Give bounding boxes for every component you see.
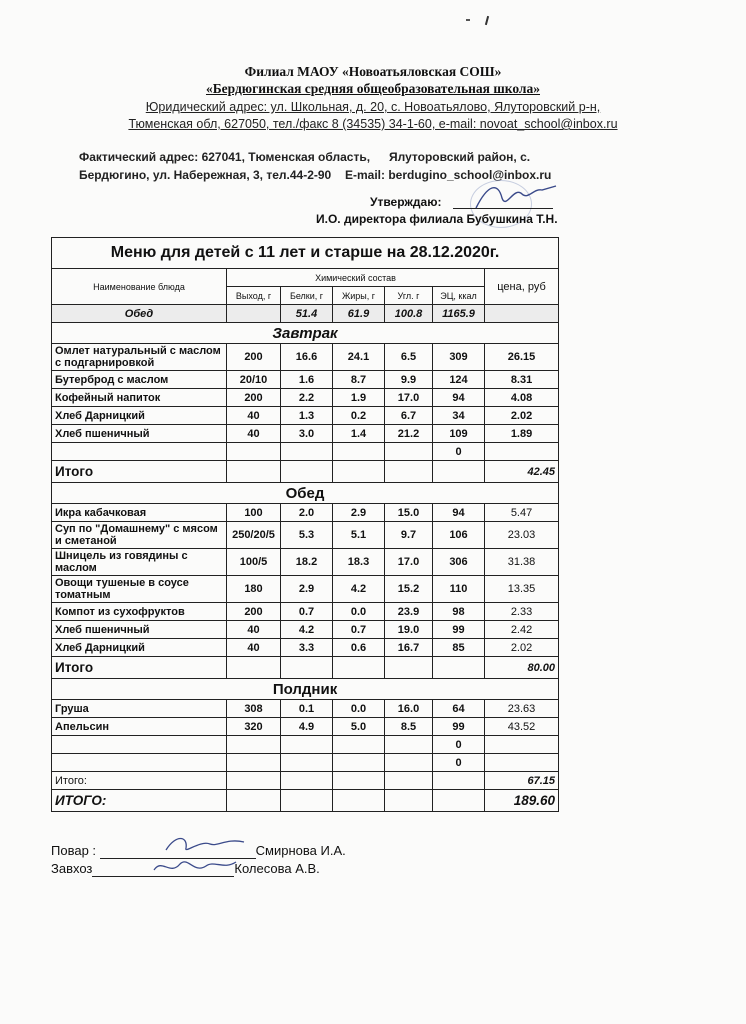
table-row: [52, 425, 559, 443]
dish-price: 8.31: [485, 371, 559, 389]
dish-energy: 94: [433, 504, 485, 522]
table-row: [52, 621, 559, 639]
dish-name: Овощи тушеные в соусе томатным: [52, 576, 227, 603]
col-energy-header: ЭЦ, ккал: [433, 287, 485, 305]
dish-fat: 5.1: [333, 522, 385, 549]
dish-name: Компот из сухофруктов: [52, 603, 227, 621]
dish-carb: 23.9: [385, 603, 433, 621]
section-snack: Полдник: [52, 679, 559, 700]
dish-price: 26.15: [485, 344, 559, 371]
dish-name: Икра кабачковая: [52, 504, 227, 522]
col-price-header: цена, руб: [485, 269, 559, 305]
dish-yield: 40: [227, 407, 281, 425]
col-carb-header: Угл. г: [385, 287, 433, 305]
dish-carb: 8.5: [385, 718, 433, 736]
summary-energy: 1165.9: [433, 305, 485, 323]
dish-energy: 34: [433, 407, 485, 425]
snack-total-price: 67.15: [485, 772, 559, 790]
dish-fat: 8.7: [333, 371, 385, 389]
table-row: [52, 344, 559, 371]
section-lunch: Обед: [52, 483, 559, 504]
table-row: [52, 549, 559, 576]
dish-yield: 200: [227, 344, 281, 371]
summary-label: Обед: [52, 305, 227, 323]
dish-protein: 0.1: [281, 700, 333, 718]
dish-yield: 200: [227, 389, 281, 407]
dish-name: Суп по "Домашнему" с мясом и сметаной: [52, 522, 227, 549]
table-row: [52, 718, 559, 736]
dish-price: 1.89: [485, 425, 559, 443]
dish-price: 43.52: [485, 718, 559, 736]
dish-fat: 0.0: [333, 700, 385, 718]
dish-energy: 94: [433, 389, 485, 407]
dish-price: 13.35: [485, 576, 559, 603]
dish-price: 2.02: [485, 407, 559, 425]
dish-fat: 4.2: [333, 576, 385, 603]
dish-protein: 4.9: [281, 718, 333, 736]
dish-name: Шницель из говядины с маслом: [52, 549, 227, 576]
dish-energy: 99: [433, 621, 485, 639]
dish-name: Хлеб пшеничный: [52, 621, 227, 639]
summary-fat: 61.9: [333, 305, 385, 323]
breakfast-total-label: Итого: [52, 461, 227, 483]
scan-mark: [466, 19, 470, 21]
grand-total-row: [52, 790, 559, 812]
dish-carb: 19.0: [385, 621, 433, 639]
keeper-label: Завхоз: [51, 861, 93, 876]
dish-name: Кофейный напиток: [52, 389, 227, 407]
menu-table: [51, 237, 559, 812]
approve-label: Утверждаю:: [370, 195, 442, 209]
org-name: Филиал МАОУ «Новоатьяловская СОШ»: [244, 64, 502, 79]
dish-carb: 15.2: [385, 576, 433, 603]
table-row: [52, 407, 559, 425]
dish-fat: 18.3: [333, 549, 385, 576]
dish-carb: 9.9: [385, 371, 433, 389]
snack-rows: [52, 700, 559, 736]
dish-fat: 5.0: [333, 718, 385, 736]
dish-price: 4.08: [485, 389, 559, 407]
lunch-total-row: [52, 657, 559, 679]
summary-protein: 51.4: [281, 305, 333, 323]
dish-carb: 15.0: [385, 504, 433, 522]
dish-yield: 20/10: [227, 371, 281, 389]
dish-name: Апельсин: [52, 718, 227, 736]
dish-protein: 2.2: [281, 389, 333, 407]
table-row: [52, 754, 559, 772]
breakfast-total-price: 42.45: [485, 461, 559, 483]
dish-yield: 308: [227, 700, 281, 718]
dish-energy: 110: [433, 576, 485, 603]
dish-protein: 1.6: [281, 371, 333, 389]
summary-carb: 100.8: [385, 305, 433, 323]
dish-yield: 100/5: [227, 549, 281, 576]
actual-address-a: Фактический адрес: 627041, Тюменская область,: [79, 150, 371, 164]
empty-energy: 0: [433, 443, 485, 461]
dish-energy: 64: [433, 700, 485, 718]
dish-carb: 17.0: [385, 389, 433, 407]
dish-carb: 16.0: [385, 700, 433, 718]
actual-address-c: Бердюгино, ул. Набережная, 3, тел.44-2-90: [79, 168, 332, 182]
dish-protein: 1.3: [281, 407, 333, 425]
dish-fat: 0.6: [333, 639, 385, 657]
dish-fat: 0.0: [333, 603, 385, 621]
scan-mark: [485, 16, 489, 25]
summary-row: [52, 305, 559, 323]
dish-protein: 2.0: [281, 504, 333, 522]
dish-carb: 17.0: [385, 549, 433, 576]
dish-name: Хлеб Дарницкий: [52, 639, 227, 657]
empty-energy: 0: [433, 736, 485, 754]
actual-address-b: Ялуторовский район, с.: [389, 150, 531, 164]
dish-energy: 98: [433, 603, 485, 621]
table-row: [52, 522, 559, 549]
dish-energy: 106: [433, 522, 485, 549]
section-breakfast: Завтрак: [52, 323, 559, 344]
grand-total-price: 189.60: [485, 790, 559, 812]
dish-protein: 3.3: [281, 639, 333, 657]
dish-yield: 180: [227, 576, 281, 603]
empty-energy: 0: [433, 754, 485, 772]
dish-price: 5.47: [485, 504, 559, 522]
dish-protein: 16.6: [281, 344, 333, 371]
col-yield-header: Выход, г: [227, 287, 281, 305]
table-row: [52, 371, 559, 389]
table-row: [52, 603, 559, 621]
table-row: [52, 700, 559, 718]
dish-name: Груша: [52, 700, 227, 718]
breakfast-rows: [52, 344, 559, 443]
actual-email: E-mail: berdugino_school@inbox.ru: [345, 168, 552, 182]
dish-price: 2.33: [485, 603, 559, 621]
table-row: [52, 504, 559, 522]
dish-fat: 1.4: [333, 425, 385, 443]
lunch-total-price: 80.00: [485, 657, 559, 679]
dish-carb: 16.7: [385, 639, 433, 657]
dish-yield: 200: [227, 603, 281, 621]
director-signature-icon: [468, 176, 560, 216]
menu-title: Меню для детей с 11 лет и старше на 28.12.2020г.: [52, 238, 559, 269]
dish-protein: 4.2: [281, 621, 333, 639]
cook-label: Повар :: [51, 843, 97, 858]
director-name: И.О. директора филиала Бубушкина Т.Н.: [316, 212, 558, 226]
cook-name: Смирнова И.А.: [255, 843, 346, 858]
dish-name: Омлет натуральный с маслом с подгарнировкой: [52, 344, 227, 371]
school-name: «Бердюгинская средняя общеобразовательная школа»: [205, 81, 540, 96]
dish-yield: 40: [227, 425, 281, 443]
snack-total-label: Итого:: [52, 772, 227, 790]
dish-fat: 2.9: [333, 504, 385, 522]
dish-name: Хлеб Дарницкий: [52, 407, 227, 425]
table-row: [52, 389, 559, 407]
keeper-name: Колесова А.В.: [234, 861, 320, 876]
dish-carb: 6.7: [385, 407, 433, 425]
dish-yield: 250/20/5: [227, 522, 281, 549]
dish-price: 2.42: [485, 621, 559, 639]
keeper-signature-icon: [150, 854, 240, 880]
snack-total-row: [52, 772, 559, 790]
dish-fat: 24.1: [333, 344, 385, 371]
dish-protein: 5.3: [281, 522, 333, 549]
legal-address-1: Юридический адрес: ул. Школьная, д. 20, с. Новоатьялово, Ялуторовский р-н,: [145, 100, 601, 114]
dish-fat: 0.2: [333, 407, 385, 425]
dish-protein: 18.2: [281, 549, 333, 576]
dish-carb: 21.2: [385, 425, 433, 443]
dish-energy: 309: [433, 344, 485, 371]
dish-yield: 40: [227, 621, 281, 639]
table-row: [52, 736, 559, 754]
dish-fat: 0.7: [333, 621, 385, 639]
dish-price: 31.38: [485, 549, 559, 576]
col-chem-header: Химический состав: [227, 269, 485, 287]
dish-price: 2.02: [485, 639, 559, 657]
dish-protein: 2.9: [281, 576, 333, 603]
dish-price: 23.63: [485, 700, 559, 718]
dish-yield: 40: [227, 639, 281, 657]
col-name-header: Наименование блюда: [52, 269, 227, 305]
lunch-rows: [52, 504, 559, 657]
dish-yield: 100: [227, 504, 281, 522]
dish-carb: 6.5: [385, 344, 433, 371]
dish-energy: 85: [433, 639, 485, 657]
dish-energy: 99: [433, 718, 485, 736]
dish-protein: 3.0: [281, 425, 333, 443]
table-row: [52, 576, 559, 603]
dish-price: 23.03: [485, 522, 559, 549]
table-row: [52, 639, 559, 657]
dish-energy: 306: [433, 549, 485, 576]
dish-energy: 109: [433, 425, 485, 443]
dish-protein: 0.7: [281, 603, 333, 621]
table-row: [52, 443, 559, 461]
dish-name: Бутерброд с маслом: [52, 371, 227, 389]
col-protein-header: Белки, г: [281, 287, 333, 305]
dish-yield: 320: [227, 718, 281, 736]
dish-energy: 124: [433, 371, 485, 389]
dish-carb: 9.7: [385, 522, 433, 549]
dish-fat: 1.9: [333, 389, 385, 407]
breakfast-total-row: [52, 461, 559, 483]
grand-total-label: ИТОГО:: [52, 790, 227, 812]
col-fat-header: Жиры, г: [333, 287, 385, 305]
dish-name: Хлеб пшеничный: [52, 425, 227, 443]
lunch-total-label: Итого: [52, 657, 227, 679]
legal-address-2: Тюменская обл, 627050, тел./факс 8 (34535) 34-1-60, e-mail: novoat_school@inbox.ru: [128, 117, 618, 131]
